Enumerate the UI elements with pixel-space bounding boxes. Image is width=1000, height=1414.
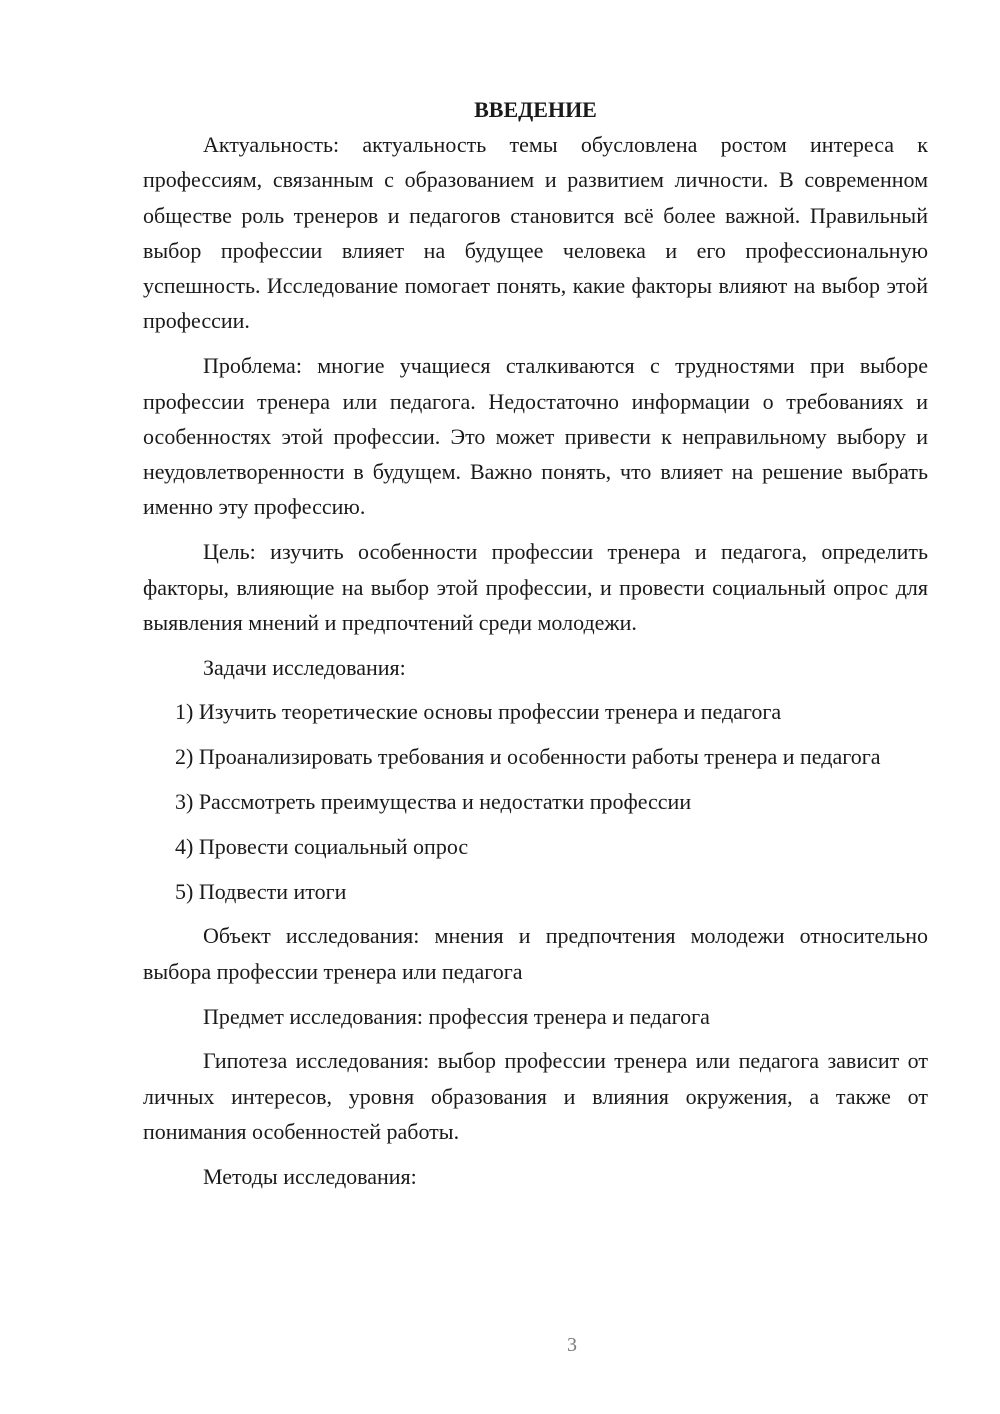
hypothesis-paragraph: Гипотеза исследования: выбор профессии тренера или педагога зависит от личных интересов, уровня образования и влияния окружения, а также от понимания особенностей работы. [143, 1048, 928, 1144]
goal-paragraph: Цель: изучить особенности профессии тренера и педагога, определить факторы, влияющие на выбор этой профессии, и провести социальный опрос для выявления мнений и предпочтений среди молодежи. [143, 539, 928, 635]
task-item-4: 4) Провести социальный опрос [175, 833, 469, 859]
subject-paragraph: Предмет исследования: профессия тренера и педагога [203, 1003, 710, 1029]
methods-title: Методы исследования: [203, 1163, 417, 1189]
page-number: 3 [567, 1334, 577, 1356]
task-item-1: 1) Изучить теоретические основы профессии тренера и педагога [175, 699, 782, 725]
object-paragraph: Объект исследования: мнения и предпочтения молодежи относительно выбора профессии тренера или педагога [143, 923, 928, 984]
page-title: ВВЕДЕНИЕ [474, 97, 597, 122]
tasks-title: Задачи исследования: [203, 654, 406, 680]
relevance-paragraph: Актуальность: актуальность темы обусловлена ростом интереса к профессиям, связанным с образованием и развитием личности. В современном обществе роль тренеров и педагогов становится всё более важной. Правильный выбор профессии влияет на будущее человека и его профессиональную успешность. Исследование помогает понять, какие факторы влияют на выбор этой профессии. [143, 132, 928, 334]
task-item-5: 5) Подвести итоги [175, 878, 347, 904]
page-body [143, 92, 928, 1204]
task-item-3: 3) Рассмотреть преимущества и недостатки профессии [175, 789, 692, 815]
problem-paragraph: Проблема: многие учащиеся сталкиваются с трудностями при выборе профессии тренера или педагога. Недостаточно информации о требованиях и особенностях этой профессии. Это может привести к неправильному выбору и неудовлетворенности в будущем. Важно понять, что влияет на решение выбрать именно эту профессию. [143, 353, 928, 520]
task-item-2: 2) Проанализировать требования и особенности работы тренера и педагога [175, 744, 881, 770]
